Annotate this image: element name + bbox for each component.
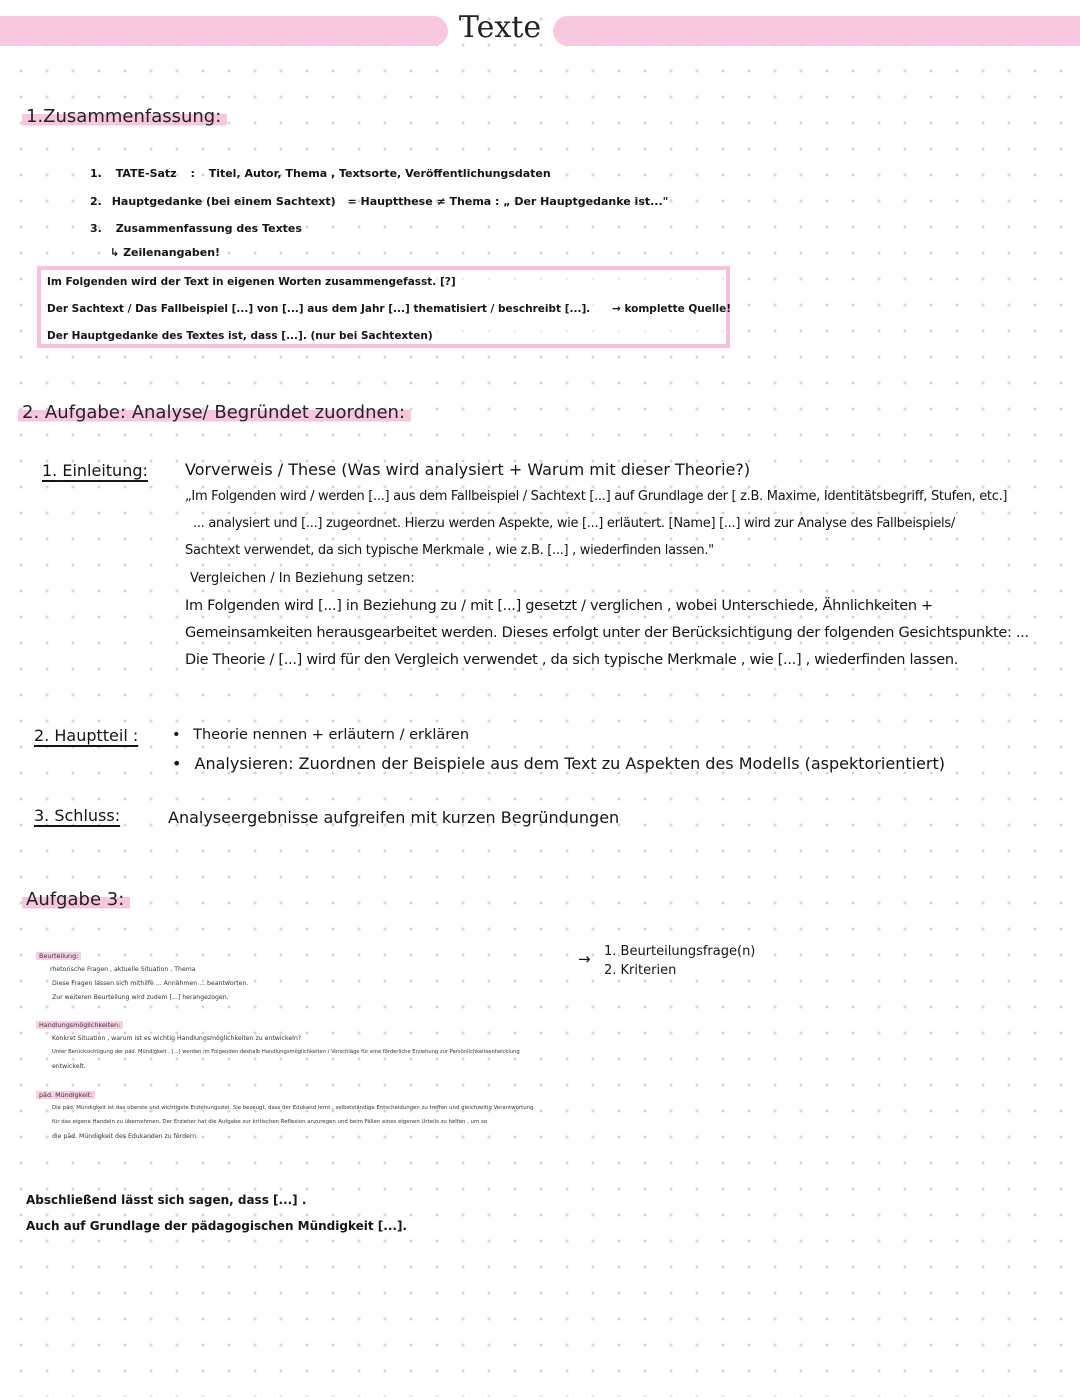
summary-item-2-text: = Hauptthese ≠ Thema : „ Der Hauptgedanke ist..." bbox=[347, 195, 669, 208]
box-line-1: Im Folgenden wird der Text in eigenen Worten zusammengefasst. [?] bbox=[47, 276, 456, 288]
arrow-icon: ↳ bbox=[110, 246, 120, 259]
summary-item-1-separator: : bbox=[190, 167, 195, 180]
einleitung-line-2: „Im Folgenden wird / werden [...] aus dem Fallbeispiel / Sachtext [...] auf Grundlage der [ z.B. Maxime, Identitätsbegriff, Stufen, etc.] bbox=[185, 489, 1008, 504]
section-heading-analyse: 2. Aufgabe: Analyse/ Begründet zuordnen: bbox=[18, 402, 411, 423]
page-title: Texte bbox=[458, 10, 542, 45]
side-note-item-1: 1. Beurteilungsfrage(n) bbox=[604, 944, 756, 959]
hauptteil-bullet-2 bbox=[172, 754, 945, 773]
section-heading-zusammenfassung: 1.Zusammenfassung: bbox=[22, 106, 227, 127]
einleitung-line-3: ... analysiert und [...] zugeordnet. Hierzu werden Aspekte, wie [...] erläutert. [Name] [...] wird zur Analyse des Fallbeispiels/ bbox=[193, 516, 955, 531]
summary-item-3-label: Zusammenfassung des Textes bbox=[115, 222, 302, 235]
block-title-beurteilung: Beurteilung: bbox=[36, 952, 81, 960]
hauptteil-bullet-1 bbox=[172, 727, 469, 743]
summary-item-4-label: Zeilenangaben! bbox=[123, 246, 221, 259]
beurteilung-line-3: Zur weiteren Beurteilung wird zudem [...] herangezogen. bbox=[52, 994, 229, 1001]
beurteilung-line-1: rhetorische Fragen , aktuelle Situation , Thema bbox=[50, 966, 196, 973]
einleitung-line-7: Gemeinsamkeiten herausgearbeitet werden. Dieses erfolgt unter der Berücksichtigung der folgenden Gesichtspunkte: ... bbox=[185, 625, 1029, 641]
handlung-line-2: Unter Berücksichtigung der päd. Mündigkeit , [...] werden im Folgenden deshalb Handlungsmöglichkeiten / Vorschläge für eine förderliche Erziehung zur Persönlichkeitsentwicklung bbox=[52, 1049, 520, 1055]
schluss-label: 3. Schluss: bbox=[34, 806, 121, 825]
summary-item-4 bbox=[110, 246, 220, 259]
einleitung-line-5: Vergleichen / In Beziehung setzen: bbox=[190, 571, 415, 586]
einleitung-line-4: Sachtext verwendet, da sich typische Merkmale , wie z.B. [...] , wiederfinden lassen." bbox=[185, 543, 714, 558]
box-line-2: Der Sachtext / Das Fallbeispiel [...] von [...] aus dem Jahr [...] thematisiert / beschreibt [...]. bbox=[47, 303, 591, 315]
block-title-paed-muendigkeit: päd. Mündigkeit: bbox=[36, 1091, 95, 1099]
summary-item-1-text: Titel, Autor, Thema , Textsorte, Veröffentlichungsdaten bbox=[208, 167, 551, 180]
summary-item-1-label: TATE-Satz bbox=[115, 167, 177, 180]
beurteilung-line-2: Diese Fragen lassen sich mithilfe ... Annahmen ... beantworten. bbox=[52, 980, 249, 987]
muendigkeit-line-2: für das eigene Handeln zu übernehmen. Der Erzieher hat die Aufgabe zur kritischen Reflexion anzuregen und beim Fällen eines eigenen Urteils zu helfen , um so bbox=[52, 1119, 488, 1125]
muendigkeit-line-1: Die päd. Mündigkeit ist das oberste und wichtigste Erziehungsziel. Sie bezeugt, dass der Edukand lernt , selbstständige Entscheidungen zu treffen und gleichzeitig Verantwortung bbox=[52, 1105, 534, 1111]
summary-item-2-label: Hauptgedanke (bei einem Sachtext) bbox=[111, 195, 336, 208]
section-heading-aufgabe-3: Aufgabe 3: bbox=[22, 889, 130, 910]
summary-item-3-number: 3. bbox=[90, 222, 102, 235]
hauptteil-label: 2. Hauptteil : bbox=[34, 726, 139, 745]
einleitung-line-1: Vorverweis / These (Was wird analysiert + Warum mit dieser Theorie?) bbox=[185, 460, 751, 479]
summary-item-3 bbox=[90, 222, 302, 235]
bullet-icon: • bbox=[172, 754, 182, 773]
einleitung-label: 1. Einleitung: bbox=[42, 461, 148, 480]
hauptteil-bullet-2-text: Analysieren: Zuordnen der Beispiele aus dem Text zu Aspekten des Modells (aspektorientiert) bbox=[194, 754, 945, 773]
side-note-arrow-icon: → bbox=[578, 950, 591, 968]
summary-item-1 bbox=[90, 167, 551, 180]
block-title-handlungsmoeglichkeiten: Handlungsmöglichkeiten: bbox=[36, 1021, 123, 1029]
hauptteil-bullet-1-text: Theorie nennen + erläutern / erklären bbox=[193, 727, 470, 743]
handlung-line-1: Konkret Situation , warum ist es wichtig Handlungsmöglichkeiten zu entwickeln? bbox=[52, 1035, 302, 1042]
summary-item-2 bbox=[90, 195, 668, 208]
closing-line-1: Abschließend lässt sich sagen, dass [...] . bbox=[26, 1193, 307, 1207]
muendigkeit-line-3: die päd. Mündigkeit des Edukanden zu fördern. bbox=[52, 1133, 199, 1140]
handlung-line-3: entwickelt. bbox=[52, 1063, 86, 1070]
box-line-3: Der Hauptgedanke des Textes ist, dass [...]. (nur bei Sachtexten) bbox=[47, 330, 433, 342]
summary-item-2-number: 2. bbox=[90, 195, 102, 208]
bullet-icon: • bbox=[172, 727, 181, 743]
side-note-item-2: 2. Kriterien bbox=[604, 963, 677, 978]
einleitung-line-8: Die Theorie / [...] wird für den Vergleich verwendet , da sich typische Merkmale , wie [...] , wiederfinden lassen. bbox=[185, 652, 959, 668]
summary-item-1-number: 1. bbox=[90, 167, 102, 180]
box-note-source: → komplette Quelle! bbox=[612, 303, 731, 315]
schluss-text: Analyseergebnisse aufgreifen mit kurzen Begründungen bbox=[168, 808, 620, 827]
closing-line-2: Auch auf Grundlage der pädagogischen Mündigkeit [...]. bbox=[26, 1219, 408, 1233]
einleitung-line-6: Im Folgenden wird [...] in Beziehung zu / mit [...] gesetzt / verglichen , wobei Unterschiede, Ähnlichkeiten + bbox=[185, 598, 933, 614]
